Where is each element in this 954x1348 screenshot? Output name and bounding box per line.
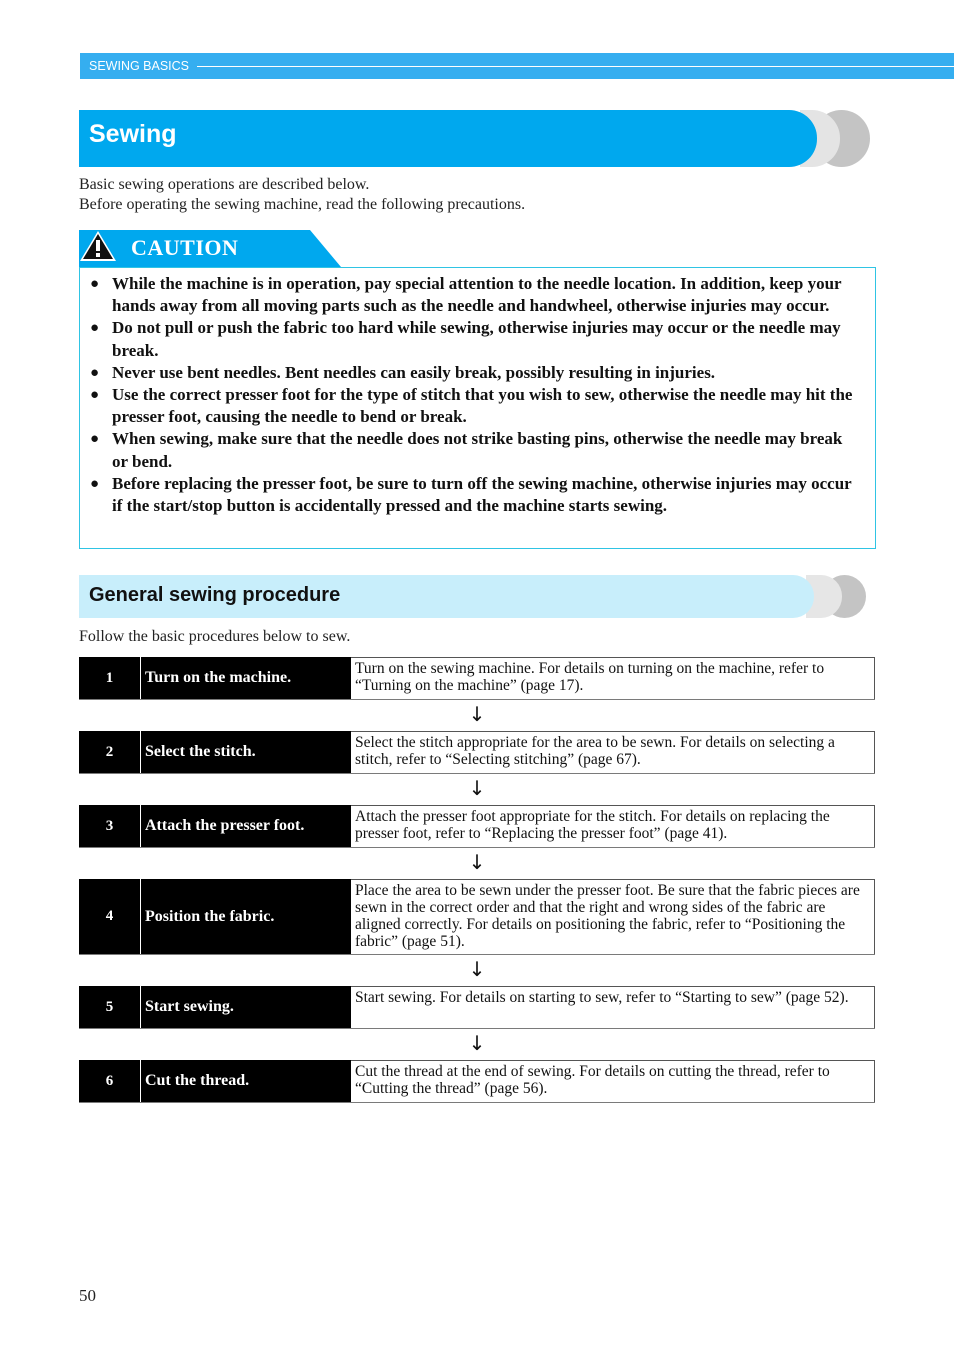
down-arrow-icon: ↓	[468, 850, 486, 874]
step-description: Place the area to be sewn under the presser foot. Be sure that the fabric pieces are sewn in the correct order and that the right and wrong sides of the fabric are aligned correctly. For details on positioning the fabric, refer to “Positioning the fabric” (page 51).	[351, 879, 875, 954]
procedure-step-3	[79, 805, 875, 848]
section-header-bar	[80, 53, 954, 79]
caution-item-text: Do not pull or push the fabric too hard while sewing, otherwise injuries may occur or the needle may break.	[112, 318, 841, 360]
step-name: Position the fabric.	[141, 879, 351, 954]
step-number: 3	[79, 805, 141, 847]
down-arrow-icon: ↓	[468, 957, 486, 981]
caution-tab	[79, 230, 341, 267]
caution-item-text: Before replacing the presser foot, be sure to turn off the sewing machine, otherwise injuries may occur if the start/stop button is accidentally pressed and the machine starts sewing.	[112, 473, 852, 516]
step-description: Turn on the sewing machine. For details on turning on the machine, refer to “Turning on the machine” (page 17).	[351, 657, 875, 699]
caution-item	[80, 384, 875, 428]
caution-list	[80, 268, 875, 517]
warning-icon	[79, 230, 117, 262]
caution-item-text: While the machine is in operation, pay special attention to the needle location. In addition, keep your hands away from all moving parts such as the needle and handwheel, otherwise injuries may occur.	[112, 274, 842, 316]
caution-box	[79, 267, 876, 549]
caution-item	[80, 473, 875, 517]
procedure-step-6	[79, 1060, 875, 1103]
bullet-icon: ●	[90, 475, 100, 492]
step-number: 6	[79, 1060, 141, 1102]
section-subtitle: General sewing procedure	[89, 584, 341, 606]
intro-line: Before operating the sewing machine, read the following precautions.	[79, 196, 526, 213]
down-arrow-icon: ↓	[468, 1031, 486, 1055]
caution-item-text: Use the correct presser foot for the type of stitch that you wish to sew, otherwise the needle may hit the presser foot, causing the needle to bend or break.	[112, 385, 853, 427]
caution-item	[80, 428, 875, 472]
down-arrow-icon: ↓	[468, 702, 486, 726]
page-number: 50	[79, 1286, 96, 1305]
step-number: 4	[79, 879, 141, 954]
caution-item	[80, 362, 875, 384]
procedure-step-2	[79, 731, 875, 774]
caution-item	[80, 273, 875, 317]
procedure-step-1	[79, 657, 875, 700]
step-number: 1	[79, 657, 141, 699]
bullet-icon: ●	[90, 364, 100, 381]
step-number: 2	[79, 731, 141, 773]
bullet-icon: ●	[90, 320, 100, 337]
bullet-icon: ●	[90, 387, 100, 404]
step-name: Select the stitch.	[141, 731, 351, 773]
step-description: Cut the thread at the end of sewing. For details on cutting the thread, refer to “Cutting the thread” (page 56).	[351, 1060, 875, 1102]
caution-label: CAUTION	[131, 235, 239, 260]
down-arrow-icon: ↓	[468, 776, 486, 800]
bullet-icon: ●	[90, 276, 100, 292]
step-description: Select the stitch appropriate for the area to be sewn. For details on selecting a stitch, refer to “Selecting stitching” (page 67).	[351, 731, 875, 773]
caution-item-text: When sewing, make sure that the needle does not strike basting pins, otherwise the needle may break or bend.	[112, 429, 843, 471]
step-number: 5	[79, 986, 141, 1028]
step-name: Attach the presser foot.	[141, 805, 351, 847]
caution-item	[80, 317, 875, 361]
page-title: Sewing	[89, 120, 177, 148]
title-band	[79, 110, 817, 167]
procedure-intro: Follow the basic procedures below to sew.	[79, 628, 351, 645]
step-name: Turn on the machine.	[141, 657, 351, 699]
subtitle-band	[79, 575, 814, 618]
caution-item-text: Never use bent needles. Bent needles can easily break, possibly resulting in injuries.	[112, 362, 716, 382]
step-name: Cut the thread.	[141, 1060, 351, 1102]
intro-text	[79, 175, 525, 215]
section-label: SEWING BASICS	[89, 59, 190, 73]
intro-line: Basic sewing operations are described below.	[79, 176, 370, 193]
header-rule	[197, 66, 954, 67]
procedure-step-4	[79, 879, 875, 955]
bullet-icon: ●	[90, 431, 100, 448]
step-description: Start sewing. For details on starting to sew, refer to “Starting to sew” (page 52).	[351, 986, 875, 1028]
step-description: Attach the presser foot appropriate for the stitch. For details on replacing the presser foot, refer to “Replacing the presser foot” (page 41).	[351, 805, 875, 847]
step-name: Start sewing.	[141, 986, 351, 1028]
procedure-step-5	[79, 986, 875, 1029]
